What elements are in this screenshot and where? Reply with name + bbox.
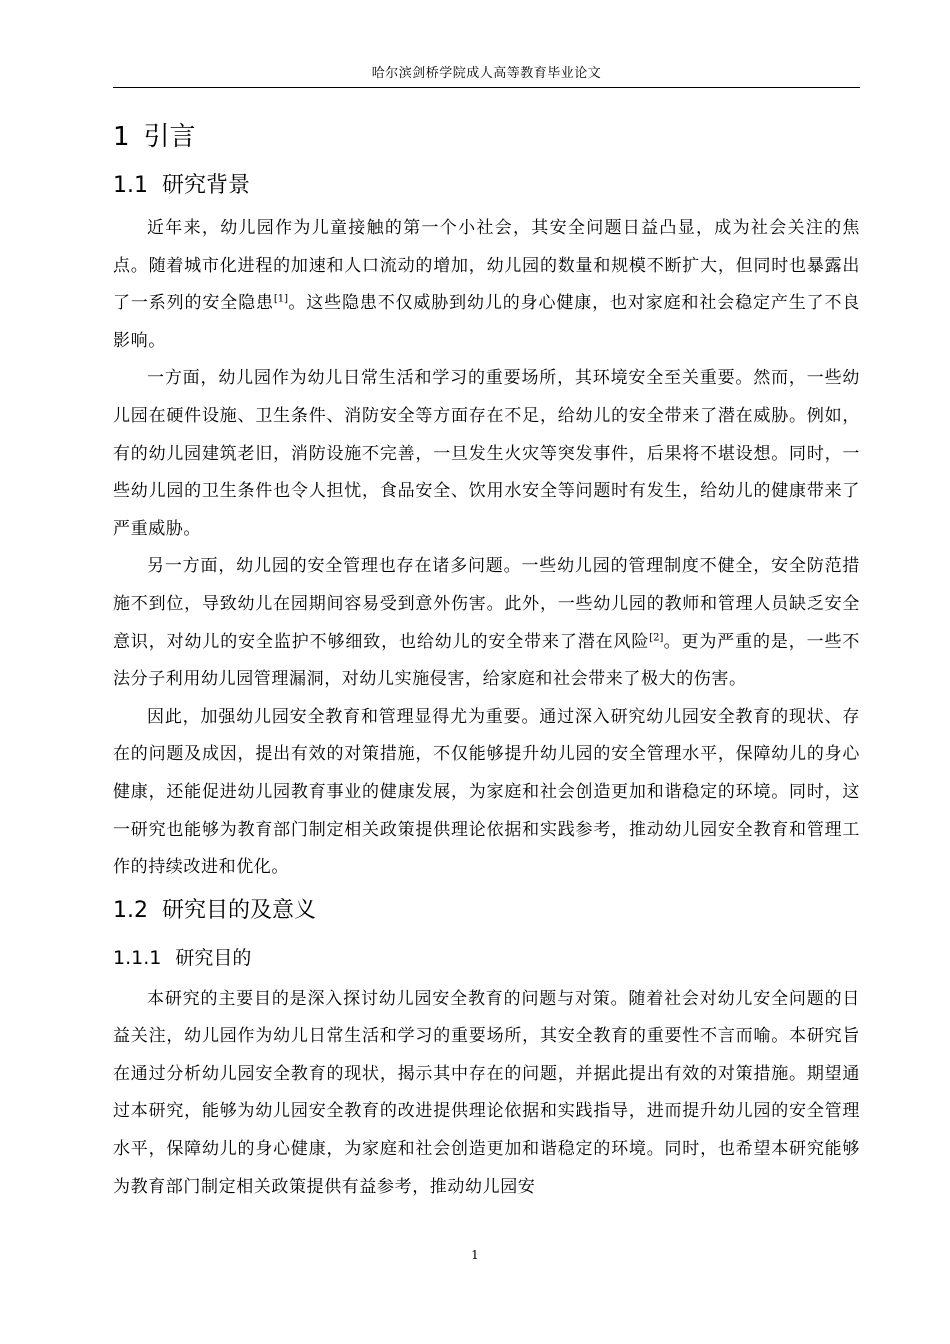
paragraph (113, 981, 860, 1207)
citation: [2] (649, 631, 664, 643)
section-heading-background (113, 162, 860, 210)
chapter-heading (113, 112, 860, 162)
chapter-title: 引言 (143, 122, 196, 152)
section-number: 1.2 (113, 897, 148, 923)
section-title: 研究背景 (162, 173, 251, 198)
paragraph (113, 699, 860, 887)
paragraph-text-continued: 。更为严重的是，一些不法分子利用幼儿园管理漏洞，对幼儿实施侵害，给家庭和社会带来了极大的伤害。 (113, 631, 861, 690)
subsection-heading-objective (113, 935, 860, 981)
paragraph-text: 另一方面，幼儿园的安全管理也存在诸多问题。一些幼儿园的管理制度不健全，安全防范措施不到位，导致幼儿在园期间容易受到意外伤害。此外，一些幼儿园的教师和管理人员缺乏安全意识，对幼儿的安全监护不够细致，也给幼儿的安全带来了潜在风险 (113, 556, 860, 652)
paragraph (113, 210, 860, 360)
section-number: 1.1 (113, 173, 148, 198)
page-body (113, 112, 860, 1206)
subsection-title: 研究目的 (175, 946, 252, 969)
running-header: 哈尔滨剑桥学院成人高等教育毕业论文 (371, 66, 602, 81)
subsection-number: 1.1.1 (113, 946, 162, 969)
paragraph (113, 360, 860, 548)
section-title: 研究目的及意义 (162, 897, 317, 923)
chapter-number: 1 (113, 122, 130, 152)
section-heading-purpose (113, 887, 860, 935)
citation: [1] (273, 293, 289, 305)
paragraph-text: 一方面，幼儿园作为幼儿日常生活和学习的重要场所，其环境安全至关重要。然而，一些幼儿园在硬件设施、卫生条件、消防安全等方面存在不足，给幼儿的安全带来了潜在威胁。例如，有的幼儿园建筑老旧，消防设施不完善，一旦发生火灾等突发事件，后果将不堪设想。同时，一些幼儿园的卫生条件也令人担忧，食品安全、饮用水安全等问题时有发生，给幼儿的健康带来了严重威胁。 (113, 368, 860, 539)
page-number: 1 (471, 1248, 479, 1262)
header-rule (113, 87, 860, 88)
paragraph (113, 548, 860, 698)
paragraph-text: 近年来，幼儿园作为儿童接触的第一个小社会，其安全问题日益凸显，成为社会关注的焦点。随着城市化进程的加速和人口流动的增加，幼儿园的数量和规模不断扩大，但同时也暴露出了一系列的安全隐患 (113, 218, 860, 314)
paragraph-text-continued: 。这些隐患不仅威胁到幼儿的身心健康，也对家庭和社会稳定产生了不良影响。 (113, 293, 861, 351)
paragraph-text: 因此，加强幼儿园安全教育和管理显得尤为重要。通过深入研究幼儿园安全教育的现状、存在的问题及成因，提出有效的对策措施，不仅能够提升幼儿园的安全管理水平，保障幼儿的身心健康，还能促进幼儿园教育事业的健康发展，为家庭和社会创造更加和谐稳定的环境。同时，这一研究也能够为教育部门制定相关政策提供理论依据和实践参考，推动幼儿园安全教育和管理工作的持续改进和优化。 (113, 706, 860, 878)
paragraph-text: 本研究的主要目的是深入探讨幼儿园安全教育的问题与对策。随着社会对幼儿安全问题的日益关注，幼儿园作为幼儿日常生活和学习的重要场所，其安全教育的重要性不言而喻。本研究旨在通过分析幼儿园安全教育的现状，揭示其中存在的问题，并据此提出有效的对策措施。期望通过本研究，能够为幼儿园安全教育的改进提供理论依据和实践指导，进而提升幼儿园的安全管理水平，保障幼儿的身心健康，为家庭和社会创造更加和谐稳定的环境。同时，也希望本研究能够为教育部门制定相关政策提供有益参考，推动幼儿园安 (113, 988, 860, 1197)
